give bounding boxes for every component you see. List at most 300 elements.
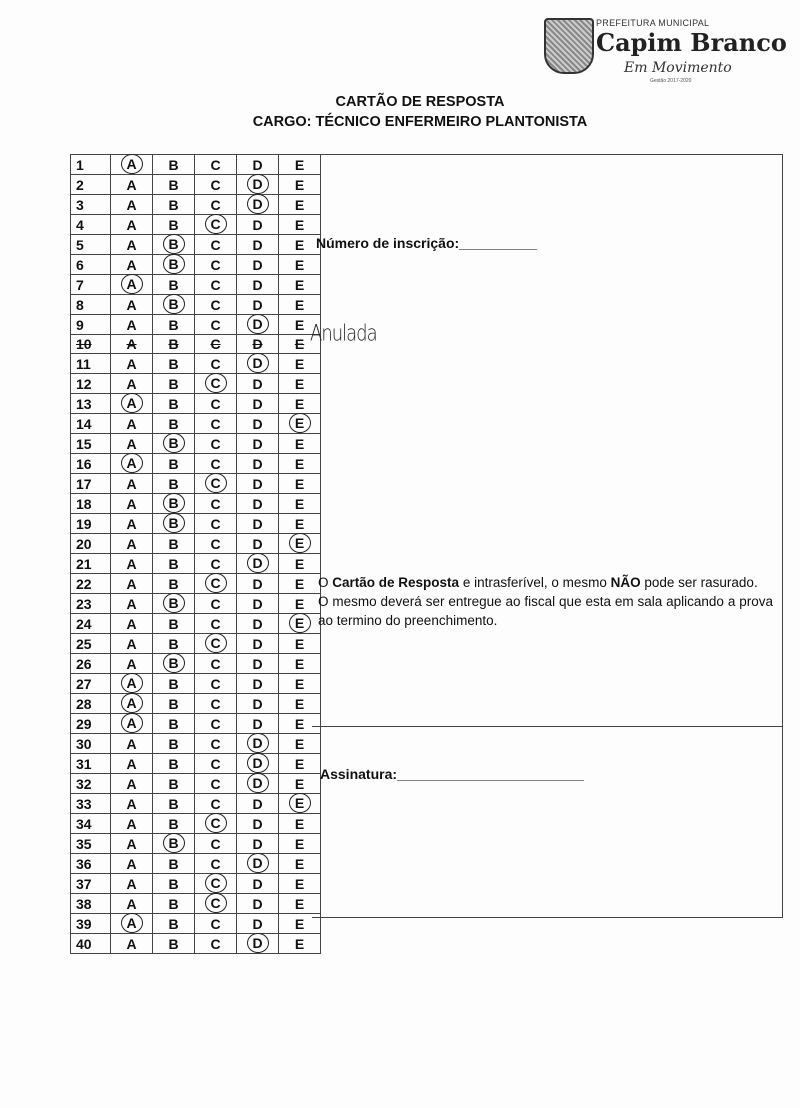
option-b[interactable] xyxy=(153,235,195,255)
option-d[interactable] xyxy=(237,614,279,634)
question-number: 19 xyxy=(71,514,111,534)
question-number: 17 xyxy=(71,474,111,494)
option-letter: A xyxy=(126,615,137,632)
option-letter: B xyxy=(168,555,179,572)
answer-row xyxy=(71,754,321,774)
option-letter: B xyxy=(168,336,179,352)
answer-row xyxy=(71,774,321,794)
option-letter: E xyxy=(294,236,305,253)
option-b[interactable] xyxy=(153,155,195,175)
option-d[interactable] xyxy=(237,414,279,434)
option-letter: C xyxy=(210,435,221,452)
option-d[interactable] xyxy=(237,434,279,454)
option-b[interactable] xyxy=(153,614,195,634)
option-b[interactable] xyxy=(153,454,195,474)
option-c[interactable] xyxy=(195,175,237,195)
option-letter: E xyxy=(294,515,305,532)
option-c[interactable] xyxy=(195,834,237,854)
option-letter: C xyxy=(210,355,221,372)
option-a[interactable] xyxy=(111,354,153,374)
option-letter: D xyxy=(252,655,263,672)
option-c[interactable] xyxy=(195,754,237,774)
option-letter: A xyxy=(126,535,137,552)
option-a[interactable] xyxy=(111,275,153,295)
option-b[interactable] xyxy=(153,814,195,834)
option-a[interactable] xyxy=(111,754,153,774)
option-letter: C xyxy=(210,535,221,552)
option-letter: B xyxy=(168,455,179,472)
option-b[interactable] xyxy=(153,574,195,594)
circled-answer: A xyxy=(121,693,143,713)
option-c[interactable] xyxy=(195,534,237,554)
option-letter: A xyxy=(126,415,137,432)
option-a[interactable] xyxy=(111,315,153,335)
option-letter: C xyxy=(210,675,221,692)
option-a[interactable] xyxy=(111,574,153,594)
option-c[interactable] xyxy=(195,894,237,914)
option-letter: E xyxy=(294,336,305,352)
option-letter: A xyxy=(126,855,137,872)
option-b[interactable] xyxy=(153,594,195,614)
option-a[interactable] xyxy=(111,335,153,354)
option-letter: E xyxy=(294,595,305,612)
option-letter: D xyxy=(252,435,263,452)
option-a[interactable] xyxy=(111,295,153,315)
option-d[interactable] xyxy=(237,654,279,674)
option-c[interactable] xyxy=(195,335,237,354)
logo-line4: Gestão 2017-2020 xyxy=(650,78,692,84)
question-number: 40 xyxy=(71,934,111,954)
option-letter: C xyxy=(210,196,221,213)
option-letter: B xyxy=(168,855,179,872)
option-b[interactable] xyxy=(153,734,195,754)
answer-row xyxy=(71,454,321,474)
circled-answer: B xyxy=(163,833,185,853)
option-d[interactable] xyxy=(237,474,279,494)
option-d[interactable] xyxy=(237,175,279,195)
question-number: 36 xyxy=(71,854,111,874)
option-c[interactable] xyxy=(195,914,237,934)
answer-row xyxy=(71,614,321,634)
question-number: 22 xyxy=(71,574,111,594)
option-letter: C xyxy=(210,316,221,333)
question-number: 34 xyxy=(71,814,111,834)
option-b[interactable] xyxy=(153,394,195,414)
option-d[interactable] xyxy=(237,534,279,554)
option-letter: E xyxy=(294,375,305,392)
answer-row xyxy=(71,494,321,514)
option-d[interactable] xyxy=(237,834,279,854)
circled-answer: E xyxy=(289,793,311,813)
option-letter: D xyxy=(252,256,263,273)
option-c[interactable] xyxy=(195,155,237,175)
answer-row xyxy=(71,255,321,275)
option-letter: A xyxy=(126,815,137,832)
registration-number-field: Número de inscrição:__________ xyxy=(316,235,538,251)
option-letter: D xyxy=(252,875,263,892)
option-letter: B xyxy=(168,635,179,652)
option-b[interactable] xyxy=(153,894,195,914)
option-d[interactable] xyxy=(237,335,279,354)
option-a[interactable] xyxy=(111,674,153,694)
option-letter: A xyxy=(126,435,137,452)
option-c[interactable] xyxy=(195,374,237,394)
option-b[interactable] xyxy=(153,834,195,854)
option-letter: E xyxy=(294,395,305,412)
circled-answer: D xyxy=(247,174,269,194)
option-d[interactable] xyxy=(237,554,279,574)
option-d[interactable] xyxy=(237,295,279,315)
answer-row xyxy=(71,275,321,295)
option-letter: E xyxy=(294,755,305,772)
option-b[interactable] xyxy=(153,754,195,774)
option-letter: D xyxy=(252,615,263,632)
circled-answer: A xyxy=(121,713,143,733)
option-letter: E xyxy=(294,156,305,173)
answer-row xyxy=(71,534,321,554)
option-b[interactable] xyxy=(153,694,195,714)
option-b[interactable] xyxy=(153,794,195,814)
option-letter: E xyxy=(294,735,305,752)
option-d[interactable] xyxy=(237,155,279,175)
option-a[interactable] xyxy=(111,794,153,814)
option-letter: D xyxy=(252,535,263,552)
circled-answer: C xyxy=(205,373,227,393)
option-d[interactable] xyxy=(237,734,279,754)
answer-row xyxy=(71,414,321,434)
option-d[interactable] xyxy=(237,754,279,774)
answer-row xyxy=(71,674,321,694)
option-letter: B xyxy=(168,775,179,792)
option-letter: A xyxy=(126,375,137,392)
answer-row xyxy=(71,554,321,574)
option-c[interactable] xyxy=(195,794,237,814)
question-number: 29 xyxy=(71,714,111,734)
option-c[interactable] xyxy=(195,814,237,834)
option-letter: A xyxy=(126,875,137,892)
option-letter: A xyxy=(126,795,137,812)
option-letter: A xyxy=(126,635,137,652)
option-c[interactable] xyxy=(195,195,237,215)
answer-row xyxy=(71,714,321,734)
answer-row xyxy=(71,574,321,594)
option-b[interactable] xyxy=(153,534,195,554)
option-b[interactable] xyxy=(153,854,195,874)
option-letter: C xyxy=(210,256,221,273)
circled-answer: D xyxy=(247,933,269,953)
option-a[interactable] xyxy=(111,594,153,614)
option-letter: A xyxy=(126,575,137,592)
option-c[interactable] xyxy=(195,554,237,574)
answer-row xyxy=(71,694,321,714)
option-d[interactable] xyxy=(237,714,279,734)
coat-of-arms-icon xyxy=(544,18,594,74)
circled-answer: B xyxy=(163,653,185,673)
option-a[interactable] xyxy=(111,255,153,275)
option-c[interactable] xyxy=(195,354,237,374)
option-d[interactable] xyxy=(237,354,279,374)
option-d[interactable] xyxy=(237,195,279,215)
answer-row xyxy=(71,374,321,394)
option-b[interactable] xyxy=(153,494,195,514)
option-d[interactable] xyxy=(237,315,279,335)
option-c[interactable] xyxy=(195,634,237,654)
option-a[interactable] xyxy=(111,474,153,494)
option-a[interactable] xyxy=(111,734,153,754)
option-b[interactable] xyxy=(153,674,195,694)
option-a[interactable] xyxy=(111,394,153,414)
option-b[interactable] xyxy=(153,774,195,794)
option-b[interactable] xyxy=(153,474,195,494)
option-c[interactable] xyxy=(195,295,237,315)
question-number: 38 xyxy=(71,894,111,914)
option-letter: D xyxy=(252,915,263,932)
option-letter: A xyxy=(126,935,137,952)
option-b[interactable] xyxy=(153,934,195,954)
option-letter: E xyxy=(294,216,305,233)
option-a[interactable] xyxy=(111,854,153,874)
option-letter: A xyxy=(126,555,137,572)
option-letter: A xyxy=(126,655,137,672)
option-letter: D xyxy=(252,395,263,412)
option-d[interactable] xyxy=(237,255,279,275)
option-d[interactable] xyxy=(237,394,279,414)
option-letter: D xyxy=(252,795,263,812)
question-number: 4 xyxy=(71,215,111,235)
answer-row xyxy=(71,894,321,914)
option-letter: B xyxy=(168,915,179,932)
option-d[interactable] xyxy=(237,235,279,255)
option-a[interactable] xyxy=(111,215,153,235)
option-a[interactable] xyxy=(111,934,153,954)
option-d[interactable] xyxy=(237,774,279,794)
option-d[interactable] xyxy=(237,215,279,235)
option-b[interactable] xyxy=(153,514,195,534)
option-c[interactable] xyxy=(195,235,237,255)
option-d[interactable] xyxy=(237,914,279,934)
option-b[interactable] xyxy=(153,255,195,275)
option-b[interactable] xyxy=(153,175,195,195)
option-c[interactable] xyxy=(195,594,237,614)
option-letter: C xyxy=(210,395,221,412)
question-number: 21 xyxy=(71,554,111,574)
circled-answer: D xyxy=(247,353,269,373)
option-b[interactable] xyxy=(153,275,195,295)
option-b[interactable] xyxy=(153,714,195,734)
option-letter: E xyxy=(294,495,305,512)
option-a[interactable] xyxy=(111,175,153,195)
option-c[interactable] xyxy=(195,774,237,794)
question-number: 28 xyxy=(71,694,111,714)
question-number: 2 xyxy=(71,175,111,195)
option-letter: E xyxy=(294,276,305,293)
option-c[interactable] xyxy=(195,315,237,335)
option-letter: D xyxy=(252,216,263,233)
option-a[interactable] xyxy=(111,894,153,914)
circled-answer: C xyxy=(205,813,227,833)
answer-row xyxy=(71,235,321,255)
option-d[interactable] xyxy=(237,934,279,954)
option-c[interactable] xyxy=(195,654,237,674)
option-d[interactable] xyxy=(237,275,279,295)
option-d[interactable] xyxy=(237,494,279,514)
option-c[interactable] xyxy=(195,494,237,514)
question-number: 9 xyxy=(71,315,111,335)
option-letter: C xyxy=(210,735,221,752)
option-d[interactable] xyxy=(237,454,279,474)
option-letter: A xyxy=(126,895,137,912)
circled-answer: C xyxy=(205,214,227,234)
question-number: 37 xyxy=(71,874,111,894)
option-letter: B xyxy=(168,535,179,552)
circled-answer: B xyxy=(163,254,185,274)
option-letter: D xyxy=(252,715,263,732)
option-c[interactable] xyxy=(195,734,237,754)
option-c[interactable] xyxy=(195,934,237,954)
option-c[interactable] xyxy=(195,674,237,694)
option-letter: C xyxy=(210,835,221,852)
option-b[interactable] xyxy=(153,654,195,674)
question-number: 18 xyxy=(71,494,111,514)
option-b[interactable] xyxy=(153,634,195,654)
circled-answer: E xyxy=(289,613,311,633)
option-c[interactable] xyxy=(195,614,237,634)
option-c[interactable] xyxy=(195,714,237,734)
answer-row xyxy=(71,814,321,834)
option-letter: D xyxy=(252,455,263,472)
option-c[interactable] xyxy=(195,874,237,894)
option-letter: A xyxy=(126,176,137,193)
municipality-logo xyxy=(540,8,790,82)
option-a[interactable] xyxy=(111,634,153,654)
option-c[interactable] xyxy=(195,574,237,594)
answer-row xyxy=(71,874,321,894)
option-a[interactable] xyxy=(111,714,153,734)
option-d[interactable] xyxy=(237,874,279,894)
option-b[interactable] xyxy=(153,874,195,894)
option-c[interactable] xyxy=(195,394,237,414)
option-a[interactable] xyxy=(111,834,153,854)
circled-answer: D xyxy=(247,733,269,753)
option-a[interactable] xyxy=(111,814,153,834)
option-c[interactable] xyxy=(195,854,237,874)
option-a[interactable] xyxy=(111,155,153,175)
option-a[interactable] xyxy=(111,235,153,255)
option-a[interactable] xyxy=(111,454,153,474)
circled-answer: B xyxy=(163,593,185,613)
option-letter: E xyxy=(294,935,305,952)
option-a[interactable] xyxy=(111,694,153,714)
option-b[interactable] xyxy=(153,215,195,235)
option-letter: B xyxy=(168,895,179,912)
option-a[interactable] xyxy=(111,494,153,514)
option-letter: D xyxy=(252,895,263,912)
option-a[interactable] xyxy=(111,414,153,434)
option-b[interactable] xyxy=(153,354,195,374)
option-a[interactable] xyxy=(111,874,153,894)
option-letter: C xyxy=(210,615,221,632)
option-d[interactable] xyxy=(237,514,279,534)
option-a[interactable] xyxy=(111,195,153,215)
option-b[interactable] xyxy=(153,414,195,434)
option-c[interactable] xyxy=(195,275,237,295)
option-letter: B xyxy=(168,715,179,732)
option-c[interactable] xyxy=(195,514,237,534)
question-number: 35 xyxy=(71,834,111,854)
option-letter: E xyxy=(294,675,305,692)
option-d[interactable] xyxy=(237,594,279,614)
option-b[interactable] xyxy=(153,374,195,394)
option-d[interactable] xyxy=(237,574,279,594)
option-b[interactable] xyxy=(153,335,195,354)
option-a[interactable] xyxy=(111,914,153,934)
circled-answer: A xyxy=(121,453,143,473)
annulled-handwritten-note: Anulada xyxy=(310,320,377,347)
option-c[interactable] xyxy=(195,694,237,714)
option-d[interactable] xyxy=(237,814,279,834)
option-letter: B xyxy=(168,355,179,372)
option-e[interactable] xyxy=(279,934,321,954)
option-a[interactable] xyxy=(111,514,153,534)
option-c[interactable] xyxy=(195,474,237,494)
option-d[interactable] xyxy=(237,674,279,694)
circled-answer: D xyxy=(247,194,269,214)
option-d[interactable] xyxy=(237,634,279,654)
circled-answer: C xyxy=(205,633,227,653)
option-c[interactable] xyxy=(195,255,237,275)
option-b[interactable] xyxy=(153,554,195,574)
option-c[interactable] xyxy=(195,414,237,434)
answer-row xyxy=(71,295,321,315)
option-d[interactable] xyxy=(237,374,279,394)
option-letter: E xyxy=(294,575,305,592)
option-d[interactable] xyxy=(237,854,279,874)
option-letter: C xyxy=(210,276,221,293)
question-number: 31 xyxy=(71,754,111,774)
option-c[interactable] xyxy=(195,215,237,235)
option-c[interactable] xyxy=(195,434,237,454)
option-b[interactable] xyxy=(153,914,195,934)
option-d[interactable] xyxy=(237,694,279,714)
logo-line3: Em Movimento xyxy=(624,60,732,76)
option-d[interactable] xyxy=(237,894,279,914)
question-number: 25 xyxy=(71,634,111,654)
option-letter: A xyxy=(126,296,137,313)
circled-answer: A xyxy=(121,913,143,933)
option-a[interactable] xyxy=(111,774,153,794)
option-d[interactable] xyxy=(237,794,279,814)
question-number: 24 xyxy=(71,614,111,634)
circled-answer: B xyxy=(163,513,185,533)
option-letter: E xyxy=(294,475,305,492)
option-letter: E xyxy=(294,316,305,333)
option-b[interactable] xyxy=(153,315,195,335)
option-a[interactable] xyxy=(111,374,153,394)
option-b[interactable] xyxy=(153,195,195,215)
option-a[interactable] xyxy=(111,434,153,454)
option-letter: E xyxy=(294,176,305,193)
answer-row xyxy=(71,215,321,235)
option-a[interactable] xyxy=(111,534,153,554)
answer-row xyxy=(71,794,321,814)
option-a[interactable] xyxy=(111,554,153,574)
option-b[interactable] xyxy=(153,434,195,454)
option-a[interactable] xyxy=(111,654,153,674)
option-a[interactable] xyxy=(111,614,153,634)
circled-answer: A xyxy=(121,274,143,294)
option-b[interactable] xyxy=(153,295,195,315)
option-c[interactable] xyxy=(195,454,237,474)
